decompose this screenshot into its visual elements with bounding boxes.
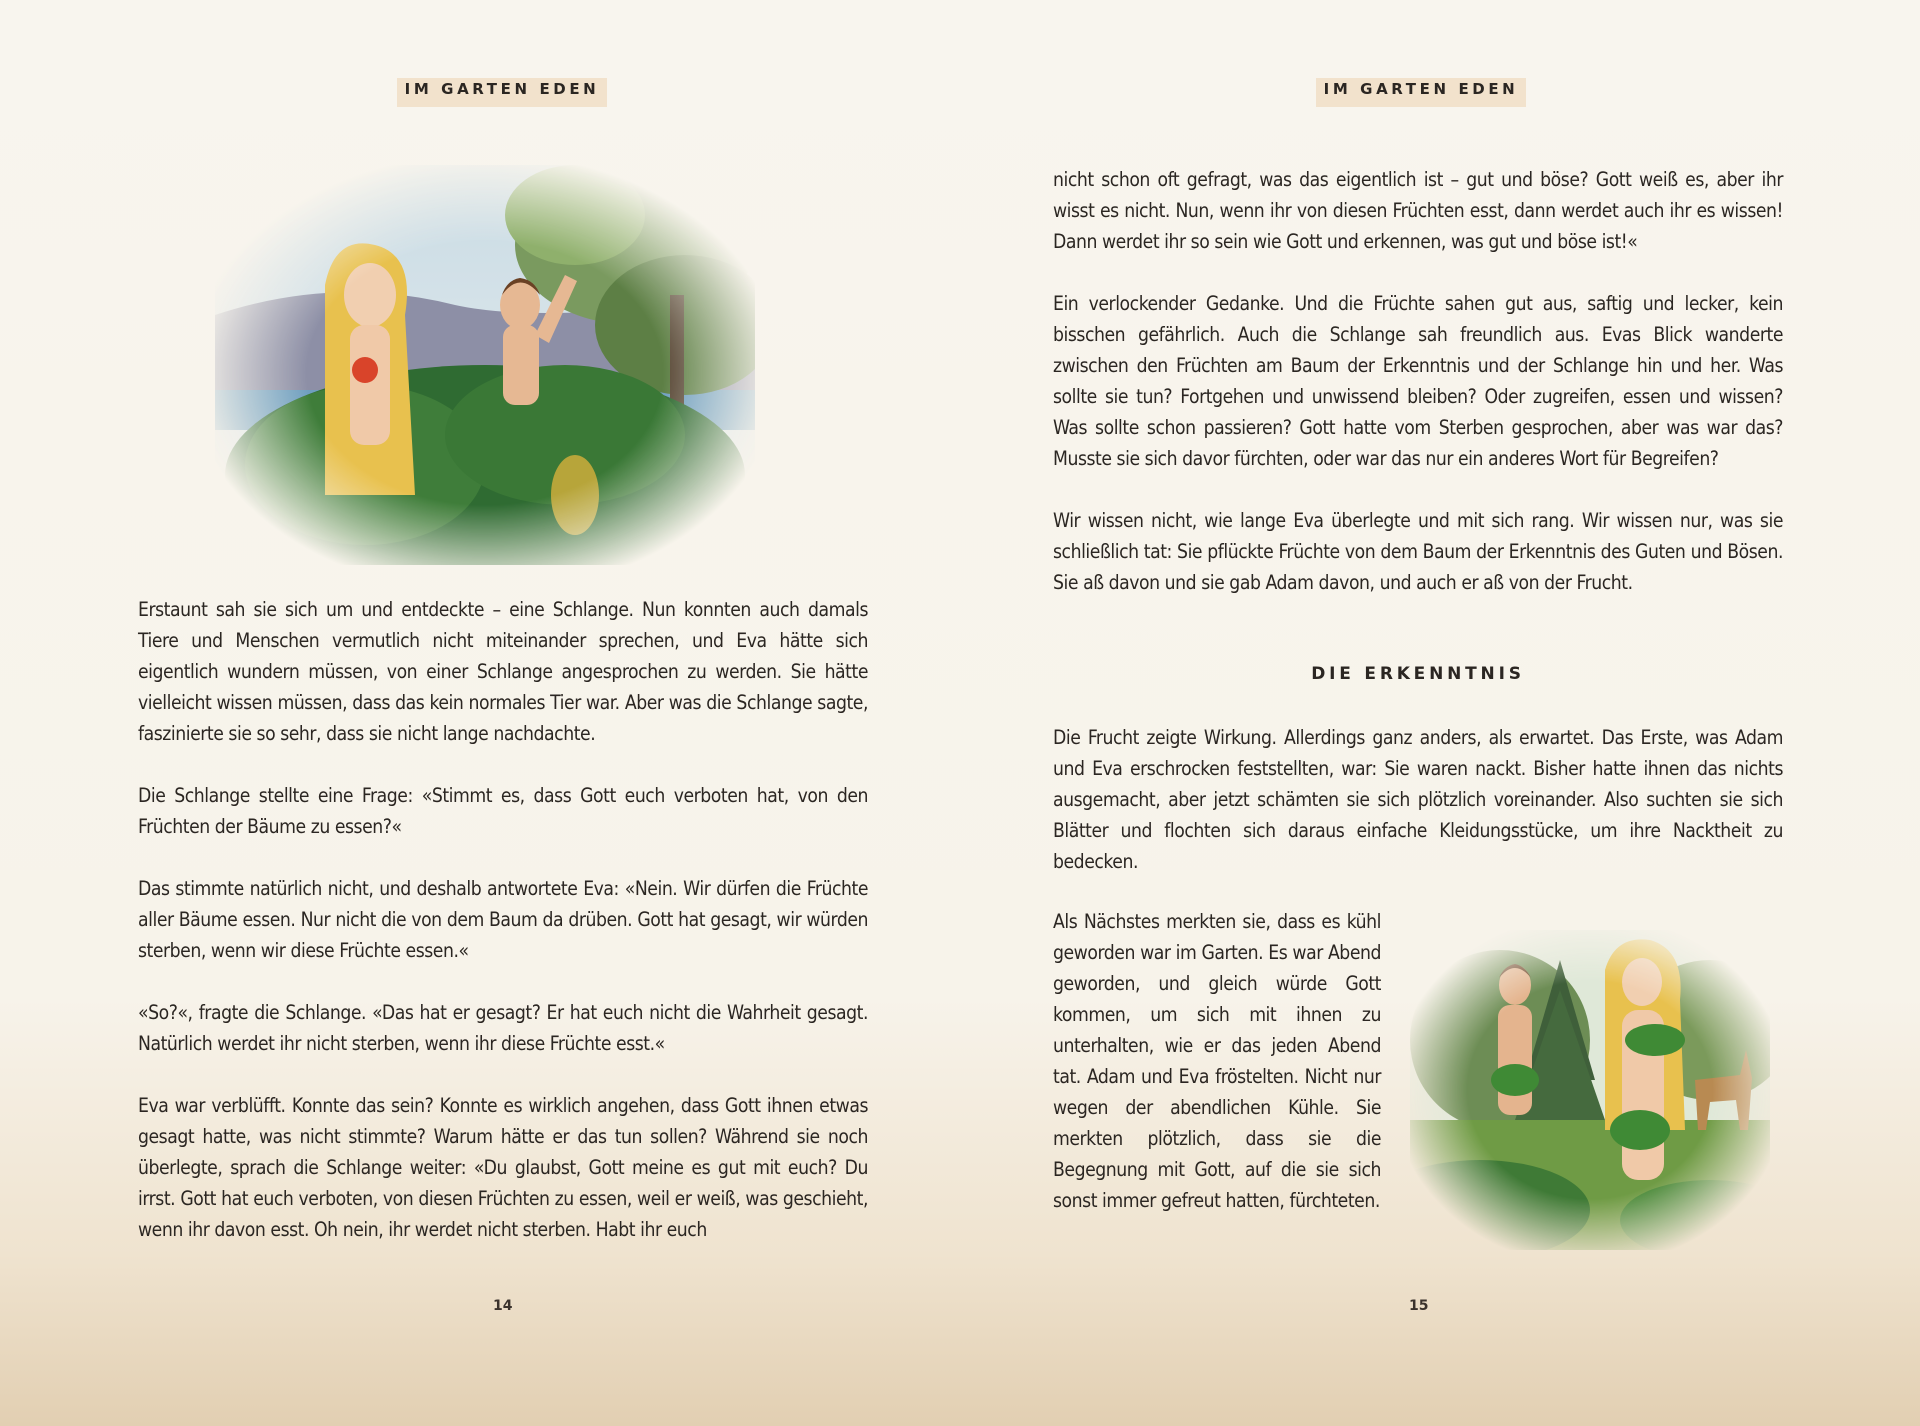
- running-head: [397, 78, 607, 107]
- illustration-eve-and-adam: [215, 165, 755, 565]
- paragraph: Das stimmte natürlich nicht, und deshalb antwortete Eva: «Nein. Wir dürfen die Früchte aller Bäume essen. Nur nicht die von dem Baum da drüben. Gott hat gesagt, wir würden sterben, wenn wir diese Früchte essen.«: [138, 877, 868, 962]
- illustration-adam-and-eve-ashamed: [1410, 930, 1770, 1250]
- page-number: 14: [493, 1298, 513, 1314]
- garden-illustration-image: [215, 165, 755, 565]
- section-heading: DIE ERKENNTNIS: [1311, 664, 1525, 684]
- paragraph: Als Nächstes merkten sie, dass es kühl geworden war im Garten. Es war Abend geworden, und gleich würde Gott kommen, um sich mit ihnen zu unterhalten, wie er das jeden Abend tat. Adam und Eva fröstelten. Nicht nur wegen der abendlichen Kühle. Sie merkten plötzlich, dass sie die Begegnung mit Gott, auf die sie sich sonst immer gefreut hatten, fürchteten.: [1053, 910, 1381, 1212]
- paragraph: Erstaunt sah sie sich um und entdeckte – eine Schlange. Nun konnten auch damals Tiere und Menschen vermutlich nicht miteinander sprechen, und Eva hätte sich eigentlich wundern müssen, von einer Schlange angesprochen zu werden. Sie hätte vielleicht wissen müssen, dass das kein normales Tier war. Aber was die Schlange sagte, faszinierte sie so sehr, dass sie nicht lange nachdachte.: [138, 598, 868, 745]
- paragraph: nicht schon oft gefragt, was das eigentlich ist – gut und böse? Gott weiß es, aber ihr wisst es nicht. Nun, wenn ihr von diesen Früchten esst, dann werdet auch ihr es wissen! Dann werdet ihr so sein wie Gott und erkennen, was gut und böse ist!«: [1053, 168, 1783, 253]
- right-page-body-text-narrow: [1053, 906, 1381, 1216]
- paragraph: Eva war verblüfft. Konnte das sein? Konnte es wirklich angehen, dass Gott ihnen etwas gesagt hatte, was nicht stimmte? Warum hätte er das tun sollen? Während sie noch überlegte, sprach die Schlange weiter: «Du glaubst, Gott meine es gut mit euch? Du irrst. Gott hat euch verboten, von diesen Früchten zu essen, weil er weiß, was geschieht, wenn ihr davon esst. Oh nein, ihr werdet nicht sterben. Habt ihr euch: [138, 1094, 868, 1241]
- left-page-body-text: [138, 594, 868, 1245]
- right-page-body-text: [1053, 164, 1783, 598]
- ashamed-illustration-image: [1410, 930, 1770, 1250]
- running-head-text: IM GARTEN EDEN: [1323, 80, 1519, 98]
- running-head: [1316, 78, 1526, 107]
- paragraph: Die Schlange stellte eine Frage: «Stimmt es, dass Gott euch verboten hat, von den Früchten der Bäume zu essen?«: [138, 784, 868, 838]
- right-page-body-text-mid: [1053, 722, 1783, 877]
- paragraph: Ein verlockender Gedanke. Und die Früchte sahen gut aus, saftig und lecker, kein bisschen gefährlich. Auch die Schlange sah freundlich aus. Evas Blick wanderte zwischen den Früchten am Baum der Erkenntnis und der Schlange hin und her. Was sollte sie tun? Fortgehen und unwissend bleiben? Oder zugreifen, essen und wissen? Was sollte schon passieren? Gott hatte vom Sterben gesprochen, aber was war das? Musste sie sich davor fürchten, oder war das nur ein anderes Wort für Begreifen?: [1053, 292, 1783, 470]
- paragraph: «So?«, fragte die Schlange. «Das hat er gesagt? Er hat euch nicht die Wahrheit gesagt. Natürlich werdet ihr nicht sterben, wenn ihr diese Früchte esst.«: [138, 1001, 868, 1055]
- running-head-text: IM GARTEN EDEN: [404, 80, 600, 98]
- page-number: 15: [1409, 1298, 1429, 1314]
- paragraph: Wir wissen nicht, wie lange Eva überlegte und mit sich rang. Wir wissen nur, was sie schließlich tat: Sie pflückte Früchte von dem Baum der Erkenntnis des Guten und Bösen. Sie aß davon und sie gab Adam davon, und auch er aß von der Frucht.: [1053, 509, 1783, 594]
- right-page: [960, 0, 1920, 1426]
- paragraph: Die Frucht zeigte Wirkung. Allerdings ganz anders, als erwartet. Das Erste, was Adam und Eva erschrocken feststellten, war: Sie waren nackt. Bisher hatte ihnen das nichts ausgemacht, aber jetzt schämten sie sich plötzlich voreinander. Also suchten sie sich Blätter und flochten sich daraus einfache Kleidungsstücke, um ihre Nacktheit zu bedecken.: [1053, 726, 1783, 873]
